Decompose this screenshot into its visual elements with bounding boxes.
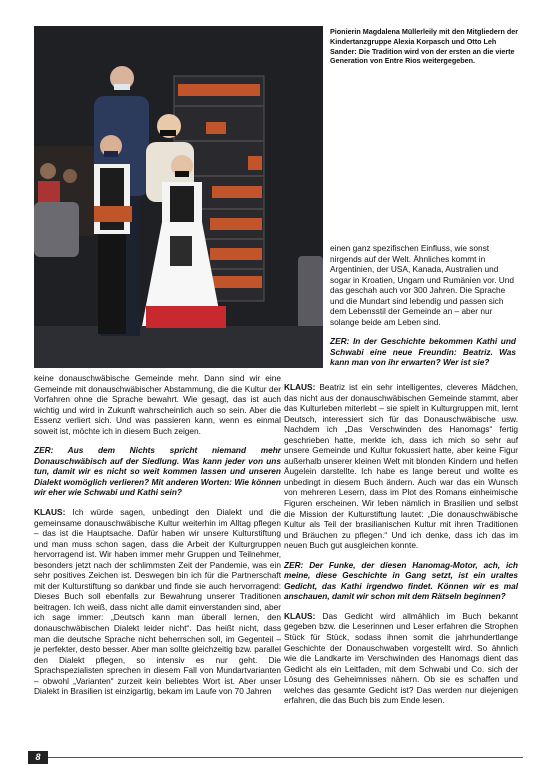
- right-top-column: [330, 243, 516, 377]
- footer-rule: [48, 757, 523, 758]
- interview-answer: [284, 382, 518, 551]
- interview-question: ZER: Aus dem Nichts spricht niemand mehr Donauschwäbisch auf der Siedlung. Was kann jeder von uns tun, damit wir es nicht so weit kommen lassen und unseren Dialekt womöglich verlieren? Mit anderen Worten: Wie können wir eher wie Schwabi und Kathi sein?: [34, 445, 281, 498]
- answer-text: Ich würde sagen, unbedingt den Dialekt und die gemeinsame donauschwäbische Kultur weiterhin im Alltag pflegen – das ist die Hauptsache. Dafür haben wir unsere Kulturstiftung und man muss schon sagen, dass die Arbeit der Kulturgruppen hervorragend ist. Wir haben immer mehr Gruppen und Teilnehmer, besonders jetzt nach der schlimmsten Zeit der Pandemie, was ein sehr positives Zeichen ist. Deswegen bin ich für die Partnerschaft mit der Kulturstiftung so dankbar und finde sie auch hervorragend: Dieses Buch soll ebenfalls zur Bewahrung unserer Traditionen beitragen. Ich weiß, dass nicht alle damit einverstanden sind, aber ich sage immer: „Deutsch kann man überall lernen, den donauschwäbischen Dialekt leider nicht“. Das heißt nicht, dass man die deutsche Sprache nicht beherrschen soll, im Gegenteil – je perfekter, desto besser. Aber man sollte gleichzeitig bzw. parallel den Dialekt pflegen, so intensiv es nur geht. Die Sprachspezialisten sprechen in diesem Fall von Mundartvarianten – obwohl „Varianten“ zurzeit kein beliebtes Wort ist. Aber unser Dialekt in Brasilien ist einzigartig, bekam im Laufe von 70 Jahren: [34, 507, 281, 697]
- speaker-label: KLAUS:: [34, 507, 66, 518]
- speaker-label: KLAUS:: [284, 382, 316, 392]
- photo-illustration: [34, 26, 323, 368]
- interview-question: ZER: Der Funke, der diesen Hanomag-Motor, ach, ich meine, diese Geschichte in Gang setzt, ist ein uraltes Gedicht, das Kathi irgendwo findet. Können wir es mal anschauen, damit wir schon mit dem Rätseln beginnen?: [284, 559, 518, 602]
- answer-text: Beatriz ist ein sehr intelligentes, cleveres Mädchen, das nicht aus der donauschwäbischen Gemeinde stammt, aber das Kulturleben miterlebt – sie spielt in Kulturgruppen mit, lernt Deutsch, interessiert sich für das Donauschwäbische usw. Nachdem ich „Das Verschwinden des Hanomags“ fertig geschrieben hatte, merkte ich, dass ich mich so sehr auf unsere Gemeinde und Kultur fokussiert hatte, aber keine Figur außerhalb unserer kleinen Welt mit blonden Kindern und hellen Äugelein darstellte. Ich habe es lange bereut und wollte es unbedingt in diesem Buch ändern. Auch war das ein Wunsch von mehreren Lesern, dass im Plot des Romans einheimische Figuren erscheinen. Wir leben nämlich in Brasilien und selbst die Mission der Kulturstiftung lautet: „Die donauschwäbische Kultur als Teil der brasilianischen Kultur mit ihren Traditionen und Bräuchen zu pflegen.“ Und ich denke, dass ich das im neuen Buch gut ausgleichen konnte.: [284, 382, 518, 551]
- paragraph-continued: einen ganz spezifischen Einfluss, wie sonst nirgends auf der Welt. Ähnliches kommt in Argentinien, der USA, Kanada, Australien und sogar in Kroatien, Ungarn und Rumänien vor. Und das geschah auch vor 300 Jahren. Die Sprache und die Mundart sind lebendig und passen sich dem Lebensstil der Gemeinde an – aber nur solange beide am Leben sind.: [330, 243, 515, 327]
- right-column: [284, 382, 518, 715]
- interview-answer: [284, 611, 518, 706]
- photo-group-with-books: [34, 26, 323, 368]
- answer-text: Das Gedicht wird allmählich im Buch bekannt gegeben bzw. die Leserinnen und Leser erfahren die Strophen Stück für Stück, sodass ihnen somit die jahrhundertlange Geschichte der Donauschwaben vorgestellt wird. So ähnlich wie die Landkarte im Verschwinden des Hanomags dient das Gedicht als ein Leitfaden, mit dem Schwabi und Co. sich der Lösung des Geheimnisses nähern. Ob sie es schaffen und welches das gesamte Gedicht ist? Das werden nur diejenigen erfahren, die das Buch bis zum Ende lesen.: [284, 610, 518, 706]
- photo-caption: Pionierin Magdalena Müllerleily mit den Mitgliedern der Kindertanzgruppe Alexia Korpasch und Otto Leh Sander: Die Tradition wird von der ersten an die vierte Generation von Entre Rios weitergegeben.: [330, 27, 519, 66]
- speaker-label: KLAUS:: [284, 610, 316, 621]
- paragraph-intro: keine donauschwäbische Gemeinde mehr. Dann sind wir eine Gemeinde mit donauschwäbischer Abstammung, die die Kultur der Vorfahren ohne die Sprache bewahrt. Wie gesagt, das ist auch wichtig und wird in Zukunft wahrscheinlich auch so sein. Aber die Essenz verliert sich. Und was passieren kann, wenn es einmal soweit ist, möchte ich in diesem Buch zeigen.: [34, 373, 281, 436]
- interview-question: ZER: In der Geschichte bekommen Kathi und Schwabi eine neue Freundin: Beatriz. Was kann man von ihr erwarten? Wer ist sie?: [330, 336, 516, 368]
- interview-answer: [34, 507, 281, 697]
- left-column: [34, 373, 281, 706]
- page-number: 8: [28, 751, 48, 764]
